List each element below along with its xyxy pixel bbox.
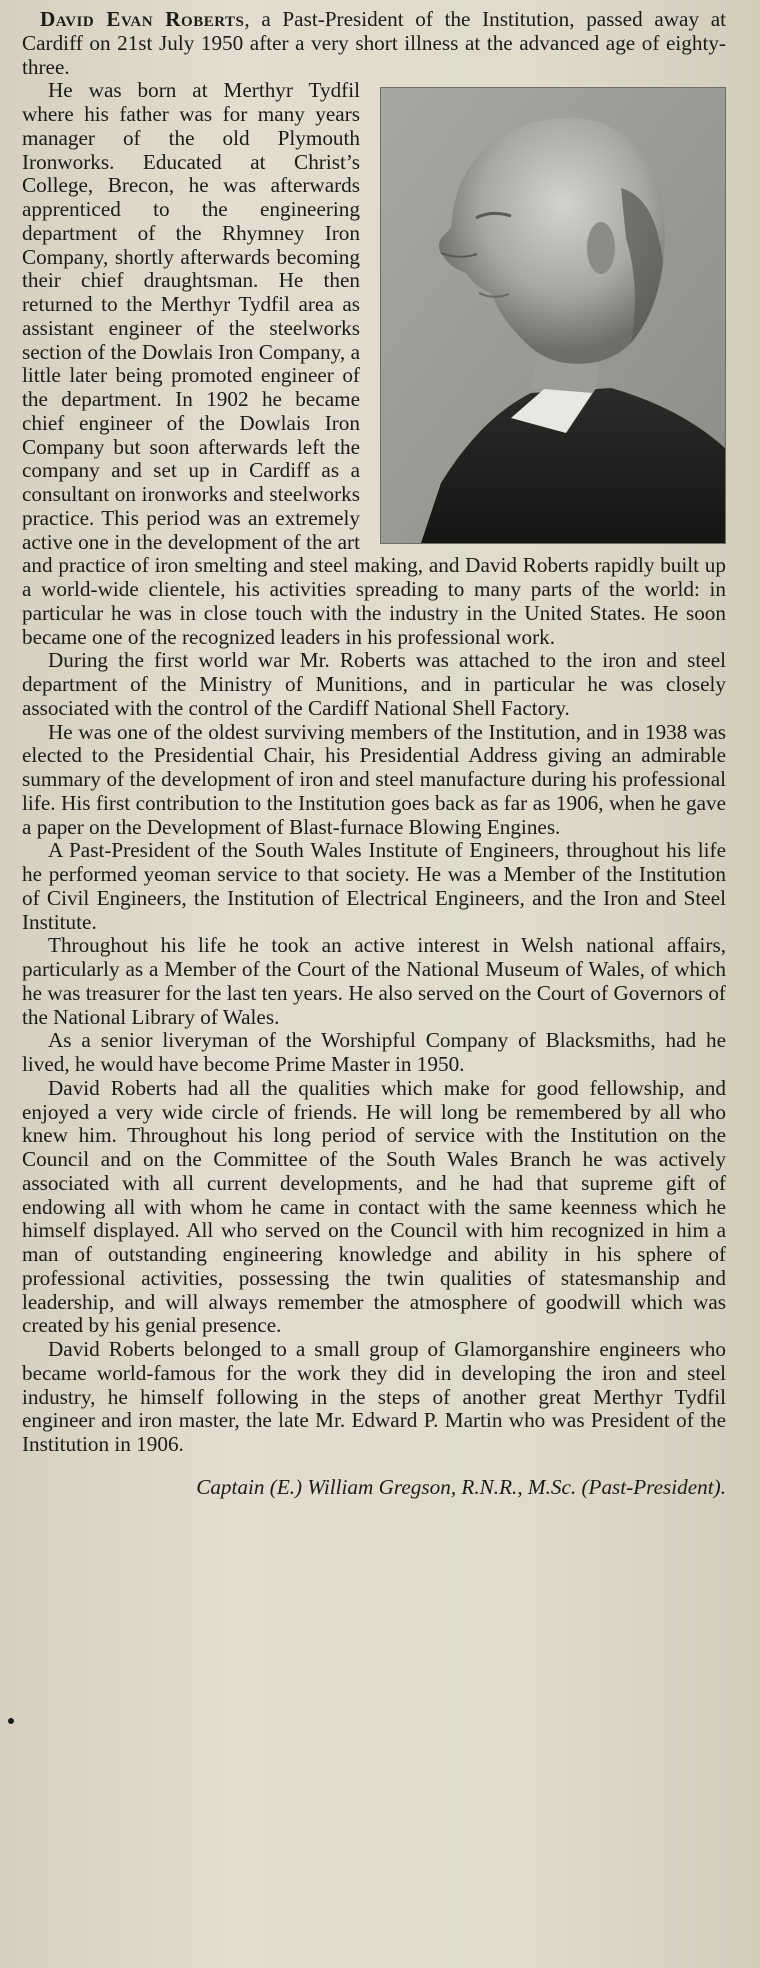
paragraph-8: David Roberts had all the qualities which make for good fellowship, and enjoyed a very wide circle of friends. He will long be remembered by all who knew him. Throughout his long period of service with the Institution on the Council and on the Committee of the South Wales Branch he was actively associated with all current developments, and he had that supreme gift of endowing all with whom he came in contact with the same keenness which he himself displayed. All who served on the Council with him recognized in him a man of outstanding engineering knowledge and ability in his sphere of professional activities, possessing the twin qualities of statesmanship and leadership, and will always remember the atmosphere of goodwill which was created by his genial presence. <box>22 1075 726 1338</box>
paragraph-6: Throughout his life he took an active interest in Welsh national affairs, particularly as a Member of the Court of the National Museum of Wales, of which he was treasurer for the last ten years. He also served on the Court of Governors of the National Library of Wales. <box>22 933 726 1029</box>
paragraph-5: A Past-President of the South Wales Institute of Engineers, throughout his life he performed yeoman service to that society. He was a Member of the Institution of Civil Engineers, the Institution of Electrical Engineers, and the Iron and Steel Institute. <box>22 838 726 934</box>
deceased-name: David Evan Roberts <box>40 7 245 31</box>
portrait-photo <box>380 87 726 544</box>
paragraph-1-text: , a Past-President of the Institution, passed away at Cardiff on 21st July 1950 after a very short illness at the advanced age of eighty-three. <box>22 7 726 79</box>
paragraph-7: As a senior liveryman of the Worshipful Company of Blacksmiths, had he lived, he would have become Prime Master in 1950. <box>22 1028 726 1076</box>
paragraph-2-text: He was born at Merthyr Tydfil where his father was for many years manager of the old Plymouth Ironworks. Educated at Christ’s College, Brecon, he was afterwards apprenticed to the engineering department of the Rhymney Iron Company, shortly afterwards becoming their chief draughtsman. He then returned to the Merthyr Tydfil area as assistant engineer of the steelworks section of the Dowlais Iron Company, a little later being promoted engineer of the department. In 1902 he became chief engineer of the Dowlais Iron Company but soon afterwards left the company and set up in Cardiff as a consultant on ironworks and steelworks practice. This period was an extremely active one in the development of the art and practice of iron smelting and steel making, and David Roberts rapidly built up a world-wide clientele, his activities spreading to many parts of the world: in particular he was in close touch with the industry in the United States. He soon became one of the recognized leaders in his professional work. <box>22 78 726 649</box>
paragraph-3: During the first world war Mr. Roberts was attached to the iron and steel department of the Ministry of Munitions, and in particular he was closely associated with the control of the Cardiff National Shell Factory. <box>22 648 726 720</box>
gutter-ink-mark <box>8 1718 14 1724</box>
paragraph-2 <box>22 79 726 649</box>
paragraph-9: David Roberts belonged to a small group of Glamorganshire engineers who became world-famous for the work they did in developing the iron and steel industry, he himself following in the steps of another great Merthyr Tydfil engineer and iron master, the late Mr. Edward P. Martin who was President of the Institution in 1906. <box>22 1337 726 1456</box>
paragraph-1 <box>22 8 726 79</box>
portrait-image <box>381 88 725 543</box>
author-signature: Captain (E.) William Gregson, R.N.R., M.Sc. (Past-President). <box>196 1474 726 1499</box>
obituary-text <box>22 8 726 1457</box>
paragraph-4: He was one of the oldest surviving members of the Institution, and in 1938 was elected to the Presidential Chair, his Presidential Address giving an admirable summary of the development of iron and steel manufacture during his professional life. His first contribution to the Institution goes back as far as 1906, when he gave a paper on the Development of Blast-furnace Blowing Engines. <box>22 719 726 839</box>
